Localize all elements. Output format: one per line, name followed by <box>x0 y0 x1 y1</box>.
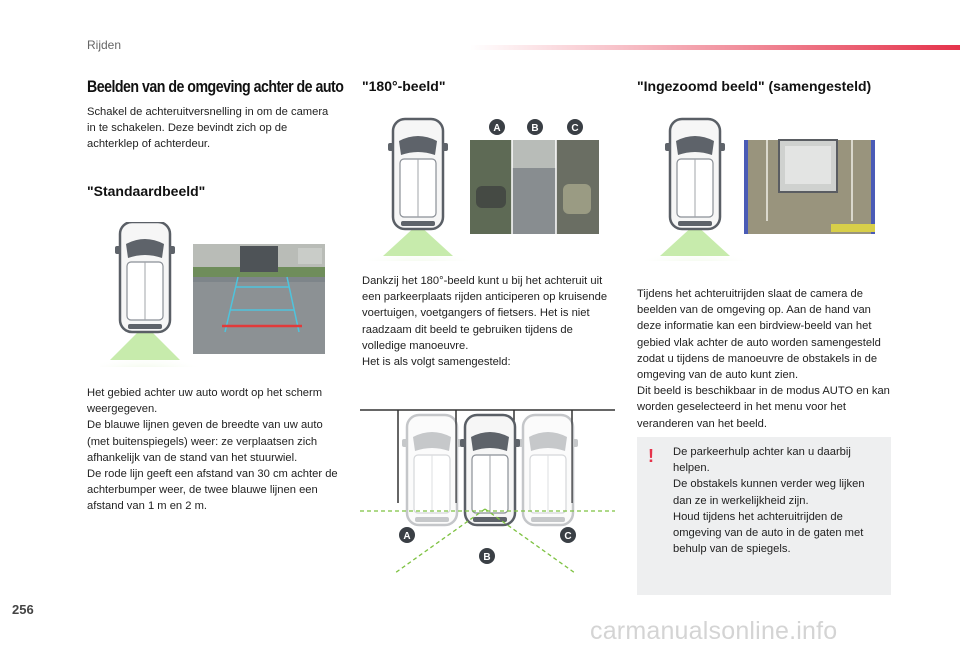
standard-view-title: "Standaardbeeld" <box>87 183 206 199</box>
warning-line-1: De parkeerhulp achter kan u daarbij helpen. <box>673 446 851 475</box>
zoom-view-availability: Dit beeld is beschikbaar in de modus AUTO en kan worden geselecteerd in het menu voor het veranderen van het beeld. <box>637 385 890 430</box>
section-label: Rijden <box>87 38 122 52</box>
svg-text:C: C <box>571 123 579 134</box>
parking-diagram <box>360 405 618 577</box>
van-icon <box>115 222 175 332</box>
zoom-view-paragraph: Tijdens het achteruitrijden slaat de camera de beelden van de omgeving op. Aan de hand van deze informatie kan een birdview-beeld van het gebied vlak achter de auto worden samengesteld zodat u tijdens de manoeuvre de obstakels in de omgeving van de auto kunt zien. <box>637 288 881 382</box>
van-icon <box>388 119 448 229</box>
parked-van-right <box>518 415 578 525</box>
parked-van-left <box>402 415 462 525</box>
watermark: carmanualsonline.info <box>590 617 838 645</box>
standard-text-line-1: Het gebied achter uw auto wordt op het scherm weergegeven. <box>87 387 323 416</box>
warning-line-3: Houd tijdens het achteruitrijden de omgeving van de auto in de gaten met behulp van de spiegels. <box>673 510 864 556</box>
camera-screen-zoom <box>744 140 875 234</box>
diagram-badge-a <box>399 527 415 543</box>
camera-screen <box>193 244 325 354</box>
standard-view-text <box>87 385 342 515</box>
standard-text-line-2: De blauwe lijnen geven de breedte van uw auto (met buitenspiegels) weer: ze verplaatsen zich afhankelijk van de stand van het stuurwiel. <box>87 419 323 464</box>
view-180-illustration <box>368 116 608 261</box>
warning-line-2: De obstakels kunnen verder weg lijken dan ze in werkelijkheid zijn. <box>673 478 865 507</box>
view-180-composition: Het is als volgt samengesteld: <box>362 356 511 369</box>
diagram-badge-c <box>560 527 576 543</box>
view-180-title: "180°-beeld" <box>362 78 446 94</box>
svg-text:B: B <box>531 123 539 134</box>
warning-icon: ! <box>648 446 654 466</box>
zoom-view-title: "Ingezoomd beeld" (samengesteld) <box>637 78 872 94</box>
svg-text:B: B <box>483 552 491 563</box>
intro-paragraph: Schakel de achteruitversnelling in om de camera in te schakelen. Deze bevindt zich op de achterklep of achterdeur. <box>87 106 329 151</box>
badge-b <box>527 119 543 135</box>
badge-a <box>489 119 505 135</box>
diagram-badge-b <box>479 548 495 564</box>
intro-text <box>87 104 332 153</box>
view-180-paragraph: Dankzij het 180°-beeld kunt u bij het achteruit uit een parkeerplaats rijden anticiperen op kruisende voertuigen, voetgangers of fietsers. Het is niet raadzaam dit beeld te gebruiken tijdens de volledige manoeuvre. <box>362 275 608 352</box>
view-180-text <box>362 273 612 370</box>
page-number: 256 <box>12 602 34 617</box>
header-accent-line <box>470 45 960 50</box>
own-van <box>460 415 520 525</box>
zoom-view-text <box>637 286 892 432</box>
svg-text:A: A <box>403 531 411 542</box>
svg-text:A: A <box>493 123 501 134</box>
standard-text-line-3: De rode lijn geeft een afstand van 30 cm achter de achterbumper weer, de twee blauwe lijnen een afstand van 1 m en 2 m. <box>87 468 338 513</box>
badge-c <box>567 119 583 135</box>
standard-view-illustration <box>100 222 330 367</box>
van-icon <box>665 119 725 229</box>
camera-screen-180 <box>470 140 599 234</box>
warning-text <box>673 444 883 557</box>
svg-text:C: C <box>564 531 572 542</box>
zoom-view-illustration <box>645 116 880 261</box>
page-title: Beelden van de omgeving achter de auto <box>87 78 344 96</box>
